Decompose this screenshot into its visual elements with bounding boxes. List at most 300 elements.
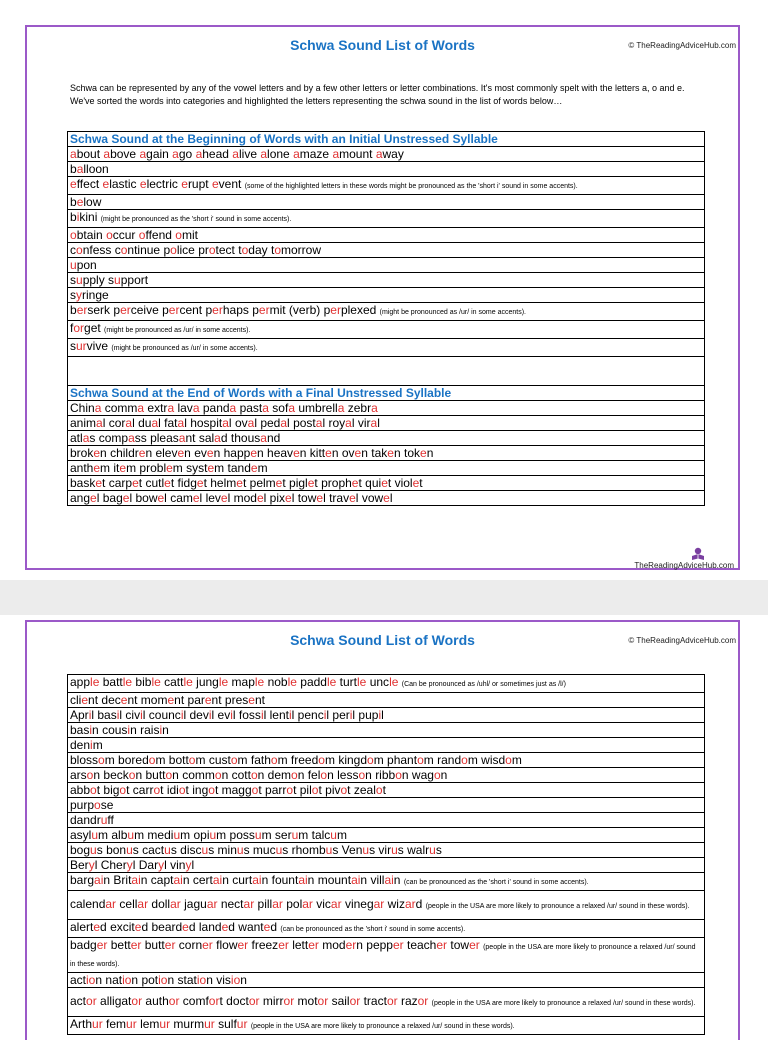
word: offend — [138, 228, 172, 242]
word: panda — [202, 401, 237, 415]
word-row — [68, 768, 705, 783]
schwa-letters: a — [345, 416, 352, 430]
schwa-letters: u — [330, 828, 337, 842]
schwa-letters: u — [100, 813, 108, 827]
schwa-letters: e — [263, 920, 271, 934]
word: pillar — [257, 896, 283, 911]
schwa-letters: e — [182, 920, 189, 934]
schwa-letters: y — [185, 858, 192, 872]
word: certain — [192, 873, 229, 887]
word: excited — [110, 920, 149, 934]
word: mucus — [252, 843, 289, 857]
table-row — [68, 177, 705, 195]
word-row — [68, 973, 705, 988]
word: token — [403, 446, 434, 460]
schwa-letters: o — [70, 228, 77, 242]
schwa-letters: i — [288, 708, 292, 722]
word: fidget — [177, 476, 207, 490]
word: pixel — [269, 491, 295, 505]
word-row — [68, 321, 705, 339]
schwa-letters: a — [76, 162, 84, 176]
word: permit (verb) — [252, 303, 321, 317]
schwa-letters: ur — [126, 1017, 137, 1031]
word: thousand — [230, 431, 281, 445]
word: better — [110, 938, 142, 952]
table-row — [68, 195, 705, 210]
table-row — [68, 843, 705, 858]
word: vinyl — [170, 858, 195, 872]
schwa-letters: o — [188, 753, 196, 767]
word-row — [68, 147, 705, 162]
schwa-letters: er — [96, 938, 108, 952]
word-row — [68, 723, 705, 738]
schwa-letters: e — [206, 446, 214, 460]
word: bargain — [70, 873, 111, 887]
schwa-letters: a — [82, 431, 90, 445]
section-heading: Schwa Sound at the Beginning of Words with an Initial Unstressed Syllable — [68, 132, 705, 147]
word: pedal — [260, 416, 290, 430]
word: salad — [198, 431, 228, 445]
table-row — [68, 708, 705, 723]
table-row — [68, 973, 705, 988]
word-row — [68, 258, 705, 273]
schwa-letters: er — [212, 303, 223, 317]
schwa-letters: ai — [298, 873, 308, 887]
word: letter — [292, 938, 319, 952]
schwa-letters: er — [436, 938, 448, 952]
word-row — [68, 162, 705, 177]
word: phantom — [387, 753, 434, 767]
schwa-letters: ur — [159, 1017, 171, 1031]
word-row — [68, 273, 705, 288]
word: jaguar — [184, 896, 218, 911]
word: elastic — [102, 177, 137, 191]
word: moment — [140, 693, 185, 707]
schwa-letters: er — [308, 938, 319, 952]
word: again — [139, 147, 169, 161]
schwa-letters: ai — [212, 873, 223, 887]
schwa-letters: e — [248, 693, 255, 707]
schwa-letters: ai — [131, 873, 141, 887]
schwa-letters: er — [392, 938, 404, 952]
word: fatal — [164, 416, 187, 430]
word: curtain — [232, 873, 269, 887]
word: occur — [106, 228, 136, 242]
word: bottom — [168, 753, 206, 767]
word: captain — [150, 873, 190, 887]
schwa-letters: a — [214, 431, 221, 445]
schwa-letters: u — [91, 828, 99, 842]
word: coral — [108, 416, 135, 430]
schwa-letters: a — [280, 416, 288, 430]
footer-logo-text: TheReadingAdviceHub.com — [634, 561, 734, 570]
word: Arthur — [70, 1017, 103, 1031]
schwa-letters: or — [86, 993, 97, 1008]
schwa-letters: ur — [76, 339, 87, 353]
schwa-letters: o — [76, 243, 83, 257]
word: butter — [144, 938, 176, 952]
word: continue — [114, 243, 161, 257]
schwa-letters: i — [180, 708, 184, 722]
schwa-letters: i — [89, 723, 93, 737]
schwa-letters: ur — [204, 1017, 215, 1031]
schwa-letters: e — [119, 461, 127, 475]
schwa-letters: e — [81, 693, 89, 707]
worksheet-page-2 — [25, 620, 740, 1040]
word: fountain — [271, 873, 315, 887]
word: demon — [267, 768, 305, 782]
schwa-letters: o — [318, 753, 325, 767]
word: felon — [307, 768, 334, 782]
word: alive — [232, 147, 257, 161]
schwa-letters: i — [378, 708, 382, 722]
schwa-letters: u — [275, 843, 283, 857]
pronunciation-note: (can be pronounced as the 'short i' sound in some accents). — [403, 879, 589, 886]
word-list-table — [67, 131, 705, 506]
word: bowel — [135, 491, 167, 505]
word-row — [68, 401, 705, 416]
word: oven — [341, 446, 368, 460]
word: asylum — [70, 828, 109, 842]
table-row — [68, 243, 705, 258]
schwa-letters: er — [202, 938, 213, 952]
schwa-letters: o — [395, 768, 402, 782]
word: protect — [198, 243, 235, 257]
word: ahead — [195, 147, 229, 161]
table-row — [68, 693, 705, 708]
schwa-letters: e — [122, 491, 130, 505]
schwa-letters: e — [420, 446, 427, 460]
word: bible — [135, 675, 161, 689]
word-row — [68, 708, 705, 723]
schwa-letters: or — [317, 993, 329, 1008]
word: lesson — [337, 768, 372, 782]
schwa-letters: u — [76, 273, 83, 287]
schwa-letters: u — [114, 273, 121, 287]
schwa-letters: ai — [351, 873, 361, 887]
word: minus — [217, 843, 250, 857]
word: boredom — [118, 753, 166, 767]
schwa-letters: le — [357, 675, 367, 689]
word: towel — [297, 491, 326, 505]
table-row — [68, 491, 705, 506]
word-row — [68, 753, 705, 768]
word-row — [68, 1017, 705, 1035]
schwa-letters: y — [126, 858, 133, 872]
word: maple — [231, 675, 265, 689]
word: album — [111, 828, 145, 842]
schwa-letters: e — [132, 476, 139, 490]
schwa-letters: ai — [94, 873, 104, 887]
word: cousin — [102, 723, 137, 737]
word: civil — [125, 708, 146, 722]
word: away — [375, 147, 404, 161]
schwa-letters: a — [70, 147, 77, 161]
schwa-letters: ar — [105, 896, 117, 911]
schwa-letters: a — [195, 147, 203, 161]
word: atlas — [70, 431, 96, 445]
word: wisdom — [481, 753, 522, 767]
table-row — [68, 446, 705, 461]
word: pupil — [358, 708, 384, 722]
schwa-letters: u — [325, 843, 333, 857]
word: opium — [193, 828, 227, 842]
schwa-letters: e — [166, 461, 173, 475]
schwa-letters: u — [90, 843, 97, 857]
word-row — [68, 461, 705, 476]
word: potion — [141, 973, 175, 987]
word-row — [68, 476, 705, 491]
schwa-letters: u — [127, 828, 135, 842]
word: angel — [70, 491, 100, 505]
schwa-letters: or — [208, 993, 220, 1008]
schwa-letters: e — [220, 491, 228, 505]
word-row — [68, 920, 705, 938]
table-row — [68, 891, 705, 920]
word: fathom — [250, 753, 288, 767]
schwa-letters: e — [196, 476, 204, 490]
word: discus — [180, 843, 215, 857]
word: pasta — [239, 401, 269, 415]
word: devil — [189, 708, 215, 722]
word: razor — [400, 993, 429, 1008]
schwa-letters: u — [126, 843, 133, 857]
word: supply — [70, 273, 105, 287]
word-row — [68, 431, 705, 446]
schwa-letters: e — [293, 446, 300, 460]
word: support — [108, 273, 149, 287]
word: bogus — [70, 843, 103, 857]
schwa-letters: a — [172, 147, 179, 161]
schwa-letters: o — [320, 768, 328, 782]
word-row — [68, 243, 705, 258]
word: item — [113, 461, 137, 475]
word: above — [103, 147, 137, 161]
word: purpose — [70, 798, 114, 812]
word: idiot — [166, 783, 189, 797]
schwa-letters: i — [76, 210, 80, 224]
word: postal — [293, 416, 326, 430]
word: pleasant — [150, 431, 196, 445]
schwa-letters: or — [248, 993, 260, 1008]
word: femur — [106, 1017, 137, 1031]
schwa-letters: or — [349, 993, 361, 1008]
word: tractor — [363, 993, 398, 1008]
schwa-letters: le — [183, 675, 193, 689]
schwa-letters: o — [120, 243, 128, 257]
table-row — [68, 147, 705, 162]
word: perhaps — [205, 303, 249, 317]
pronunciation-note: (some of the highlighted letters in these words might be pronounced as the 'short i' sound in some accents). — [244, 183, 578, 190]
word-row — [68, 195, 705, 210]
word: modern — [322, 938, 363, 952]
word: bigot — [103, 783, 130, 797]
word: today — [238, 243, 268, 257]
schwa-letters: i — [127, 723, 131, 737]
schwa-letters: a — [103, 147, 111, 161]
word: nectar — [220, 896, 255, 911]
word: perplexed — [323, 303, 377, 317]
schwa-letters: y — [76, 288, 82, 302]
table-row — [68, 873, 705, 891]
schwa-letters: o — [274, 243, 281, 257]
schwa-letters: ar — [404, 896, 416, 911]
schwa-letters: le — [218, 675, 229, 689]
schwa-letters: i — [140, 708, 143, 722]
word: random — [437, 753, 478, 767]
word: bearded — [151, 920, 196, 934]
word-row — [68, 446, 705, 461]
schwa-letters: u — [254, 828, 262, 842]
word: umbrella — [298, 401, 345, 415]
word: peril — [332, 708, 356, 722]
word: effect — [70, 177, 100, 191]
reading-child-icon — [690, 547, 706, 561]
schwa-letters: o — [505, 753, 512, 767]
schwa-letters: ar — [373, 896, 385, 911]
word: camel — [170, 491, 203, 505]
table-row — [68, 431, 705, 446]
schwa-letters: o — [90, 783, 97, 797]
schwa-letters: o — [241, 243, 249, 257]
schwa-letters: a — [167, 401, 175, 415]
schwa-letters: e — [285, 491, 292, 505]
table-row — [68, 228, 705, 243]
table-row — [68, 303, 705, 321]
word: tower — [450, 938, 480, 952]
word: raisin — [140, 723, 169, 737]
word: jungle — [196, 675, 229, 689]
schwa-letters: e — [351, 476, 359, 490]
schwa-letters: le — [122, 675, 133, 689]
word: syringe — [70, 288, 109, 302]
schwa-letters: ar — [302, 896, 313, 911]
schwa-letters: e — [250, 461, 258, 475]
word: hospital — [190, 416, 232, 430]
schwa-letters: a — [151, 416, 159, 430]
word: sulfur — [218, 1017, 248, 1031]
word: forget — [70, 321, 101, 335]
word: amount — [332, 147, 373, 161]
schwa-letters: io — [158, 973, 168, 987]
schwa-letters: le — [151, 675, 161, 689]
schwa-letters: o — [311, 783, 319, 797]
schwa-letters: e — [93, 461, 101, 475]
word: walrus — [407, 843, 442, 857]
word: landed — [198, 920, 235, 934]
word: comfort — [182, 993, 223, 1008]
word: apple — [70, 675, 100, 689]
word: ingot — [192, 783, 219, 797]
table-row — [68, 461, 705, 476]
schwa-letters: o — [208, 243, 216, 257]
schwa-letters: a — [293, 147, 300, 161]
schwa-letters: e — [349, 491, 356, 505]
word: dual — [138, 416, 161, 430]
schwa-letters: e — [70, 177, 77, 191]
word: China — [70, 401, 102, 415]
word-row — [68, 873, 705, 891]
word: decent — [101, 693, 138, 707]
word: client — [70, 693, 99, 707]
word: kitten — [309, 446, 339, 460]
blank-row — [68, 357, 705, 386]
word: medium — [147, 828, 191, 842]
table-row — [68, 753, 705, 768]
schwa-letters: a — [288, 401, 295, 415]
word: badger — [70, 938, 108, 952]
schwa-letters: e — [387, 446, 394, 460]
schwa-letters: o — [128, 768, 136, 782]
schwa-letters: ur — [92, 1017, 103, 1031]
word: uncle — [369, 675, 399, 689]
word: problem — [139, 461, 183, 475]
schwa-letters: er — [164, 938, 176, 952]
word: heaven — [267, 446, 307, 460]
word: carrot — [132, 783, 164, 797]
schwa-letters: e — [102, 177, 110, 191]
word: talcum — [311, 828, 347, 842]
word: mountain — [317, 873, 368, 887]
schwa-letters: u — [201, 843, 209, 857]
word: dollar — [151, 896, 181, 911]
schwa-letters: e — [157, 491, 165, 505]
word: level — [205, 491, 231, 505]
word: evil — [217, 708, 236, 722]
word-row — [68, 798, 705, 813]
schwa-letters: o — [170, 243, 177, 257]
schwa-letters: u — [362, 843, 370, 857]
schwa-letters: a — [128, 431, 135, 445]
table-row — [68, 768, 705, 783]
schwa-letters: i — [260, 708, 264, 722]
word: extra — [147, 401, 175, 415]
word: parrot — [265, 783, 297, 797]
schwa-letters: y — [158, 858, 165, 872]
table-row — [68, 476, 705, 491]
copyright-text: © TheReadingAdviceHub.com — [628, 41, 736, 50]
pronunciation-note: (might be pronounced as /ur/ in some accents). — [379, 309, 526, 316]
table-row — [68, 783, 705, 798]
word: comma — [104, 401, 145, 415]
schwa-letters: ur — [236, 1017, 248, 1031]
schwa-letters: u — [291, 828, 299, 842]
schwa-letters: le — [90, 675, 100, 689]
schwa-letters: e — [383, 491, 390, 505]
schwa-letters: o — [178, 783, 186, 797]
schwa-letters: er — [130, 938, 142, 952]
word-row — [68, 303, 705, 321]
schwa-letters: a — [222, 416, 229, 430]
schwa-letters: i — [90, 738, 93, 752]
schwa-letters: a — [315, 416, 323, 430]
word: bikini — [70, 210, 98, 224]
schwa-letters: er — [237, 938, 249, 952]
word: zealot — [353, 783, 386, 797]
word: April — [70, 708, 95, 722]
schwa-letters: e — [275, 476, 283, 490]
word: turtle — [339, 675, 367, 689]
schwa-letters: o — [119, 783, 127, 797]
word: lava — [177, 401, 200, 415]
schwa-letters: a — [94, 401, 102, 415]
word: perceive — [113, 303, 159, 317]
word: serum — [274, 828, 309, 842]
table-row — [68, 132, 705, 147]
schwa-letters: ai — [252, 873, 262, 887]
word-row — [68, 858, 705, 873]
schwa-letters: o — [86, 768, 94, 782]
